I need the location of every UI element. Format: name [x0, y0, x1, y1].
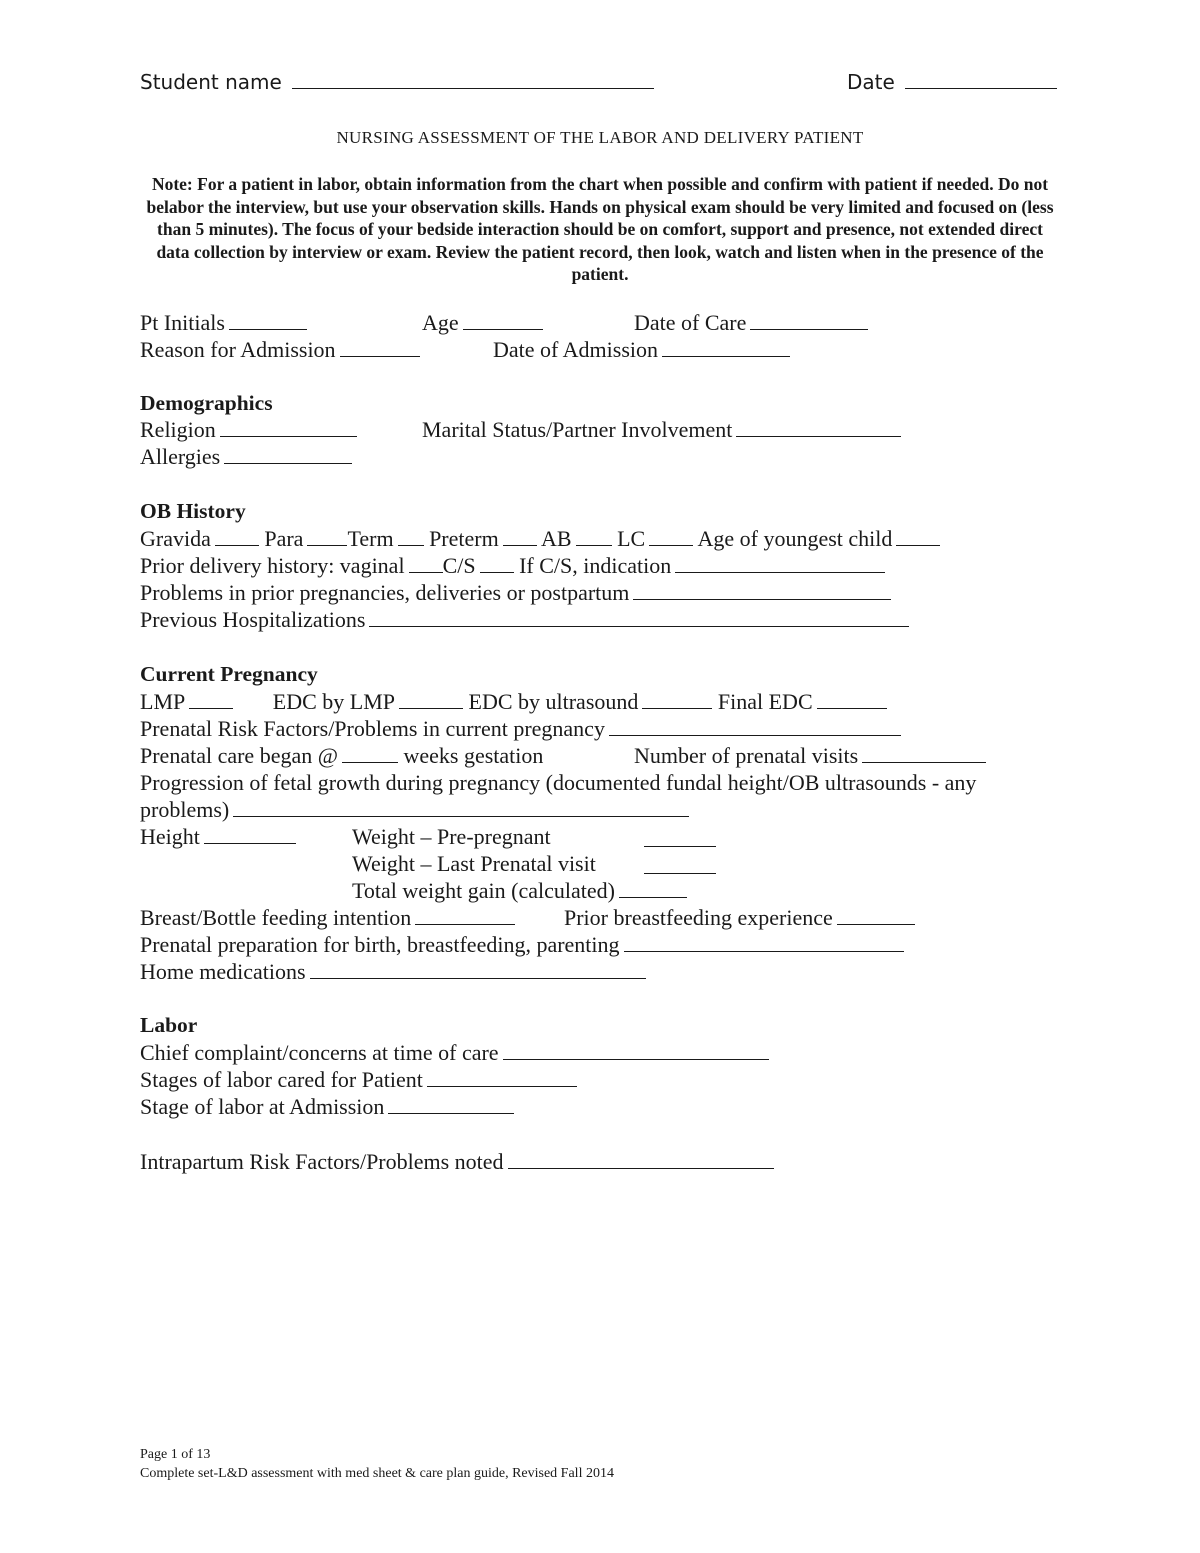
religion-row [140, 416, 357, 443]
total-weight-field[interactable] [619, 878, 687, 898]
age-field[interactable] [463, 310, 543, 330]
weight-pre-field[interactable] [644, 827, 716, 847]
ab-label: AB [541, 526, 572, 551]
para-field[interactable] [307, 526, 347, 546]
document-footer: Complete set-L&D assessment with med sheet & care plan guide, Revised Fall 2014 [140, 1466, 614, 1481]
allergies-label: Allergies [140, 444, 221, 469]
prenatal-care-row [140, 742, 543, 769]
previous-hosp-field[interactable] [369, 607, 909, 627]
stage-admission-field[interactable] [388, 1094, 514, 1114]
fetal-growth-problems-row [140, 796, 689, 823]
lc-label: LC [617, 526, 646, 551]
marital-status-row [422, 416, 901, 443]
prior-breastfeeding-field[interactable] [837, 905, 915, 925]
stages-cared-label: Stages of labor cared for Patient [140, 1067, 423, 1092]
pt-initials-row [140, 309, 307, 336]
intrapartum-risk-label: Intrapartum Risk Factors/Problems noted [140, 1149, 504, 1174]
marital-status-label: Marital Status/Partner Involvement [422, 417, 733, 442]
reason-admission-row [140, 336, 420, 363]
chief-complaint-field[interactable] [503, 1040, 769, 1060]
prior-delivery-row [140, 552, 885, 579]
prenatal-care-label: Prenatal care began @ [140, 743, 338, 768]
fetal-growth-problems-label: problems) [140, 797, 230, 822]
student-name-field[interactable] [292, 71, 654, 89]
cs-indication-label: If C/S, indication [519, 553, 672, 578]
date-of-care-field[interactable] [750, 310, 868, 330]
labor-heading: Labor [140, 1013, 198, 1037]
instruction-note: Note: For a patient in labor, obtain information from the chart when possible and confirm with patient if needed. Do not belabor the interview, but use your observation skills. Hands on physical exam should be very limited and focused on (less than 5 minutes). The focus of your bedside interaction should be on comfort, support and presence, not extended direct data collection by interview or exam. Review the patient record, then look, watch and listen when in the presence of the patient. [146, 174, 1054, 284]
intrapartum-risk-field[interactable] [508, 1149, 774, 1169]
total-weight-row [352, 877, 687, 904]
prior-breastfeeding-label: Prior breastfeeding experience [564, 905, 833, 930]
height-row [140, 823, 296, 850]
marital-status-field[interactable] [736, 417, 901, 437]
intrapartum-risk-row [140, 1148, 774, 1175]
weight-last-field[interactable] [644, 854, 716, 874]
problems-prior-row [140, 579, 891, 606]
previous-hosp-row [140, 606, 909, 633]
gravida-field[interactable] [215, 526, 259, 546]
prenatal-prep-row [140, 931, 904, 958]
stages-cared-row [140, 1066, 577, 1093]
date-row [847, 70, 1057, 94]
risk-factors-row [140, 715, 901, 742]
problems-prior-label: Problems in prior pregnancies, deliveries or postpartum [140, 580, 630, 605]
gravida-label: Gravida [140, 526, 211, 551]
term-field[interactable] [398, 526, 424, 546]
allergies-field[interactable] [224, 444, 352, 464]
chief-complaint-label: Chief complaint/concerns at time of care [140, 1040, 499, 1065]
final-edc-label: Final EDC [717, 689, 813, 714]
num-visits-row [634, 742, 986, 769]
home-meds-row [140, 958, 646, 985]
ob-history-heading: OB History [140, 499, 246, 523]
age-youngest-label: Age of youngest child [697, 526, 893, 551]
date-of-care-row [634, 309, 868, 336]
num-visits-field[interactable] [862, 743, 986, 763]
date-of-care-label: Date of Care [634, 310, 747, 335]
student-name-row [140, 70, 654, 94]
reason-admission-label: Reason for Admission [140, 337, 336, 362]
risk-factors-field[interactable] [609, 716, 901, 736]
age-youngest-field[interactable] [896, 526, 940, 546]
stage-admission-label: Stage of labor at Admission [140, 1094, 385, 1119]
prenatal-care-weeks-field[interactable] [342, 743, 398, 763]
height-field[interactable] [204, 824, 296, 844]
religion-field[interactable] [220, 417, 357, 437]
home-meds-label: Home medications [140, 959, 306, 984]
prenatal-prep-field[interactable] [624, 932, 904, 952]
page-number: Page 1 of 13 [140, 1447, 211, 1462]
religion-label: Religion [140, 417, 216, 442]
demographics-heading: Demographics [140, 391, 273, 415]
cs-label: C/S [442, 553, 476, 578]
edc-lmp-label: EDC by LMP [272, 689, 395, 714]
lmp-edc-row [140, 688, 887, 715]
num-visits-label: Number of prenatal visits [634, 743, 859, 768]
stages-cared-field[interactable] [427, 1067, 577, 1087]
prior-breastfeeding-row [564, 904, 915, 931]
current-pregnancy-heading: Current Pregnancy [140, 662, 318, 686]
weight-last-label: Weight – Last Prenatal visit [352, 851, 596, 876]
date-field[interactable] [905, 71, 1057, 89]
previous-hosp-label: Previous Hospitalizations [140, 607, 366, 632]
cs-indication-field[interactable] [675, 553, 885, 573]
preterm-field[interactable] [503, 526, 537, 546]
lc-field[interactable] [649, 526, 693, 546]
prior-delivery-label: Prior delivery history: vaginal [140, 553, 405, 578]
risk-factors-label: Prenatal Risk Factors/Problems in current pregnancy [140, 716, 605, 741]
reason-admission-field[interactable] [340, 337, 420, 357]
para-label: Para [264, 526, 304, 551]
preterm-label: Preterm [429, 526, 499, 551]
date-admission-field[interactable] [662, 337, 790, 357]
chief-complaint-row [140, 1039, 769, 1066]
edc-us-field[interactable] [642, 689, 712, 709]
fetal-growth-label: Progression of fetal growth during pregnancy (documented fundal height/OB ultrasounds - any [140, 770, 977, 795]
weeks-gestation-label: weeks gestation [403, 743, 544, 768]
total-weight-label: Total weight gain (calculated) [352, 878, 615, 903]
gravida-para-row [140, 525, 940, 552]
prenatal-prep-label: Prenatal preparation for birth, breastfeeding, parenting [140, 932, 620, 957]
lmp-field[interactable] [189, 689, 233, 709]
term-label: Term [347, 526, 394, 551]
height-label: Height [140, 824, 200, 849]
problems-prior-field[interactable] [633, 580, 891, 600]
feeding-intention-label: Breast/Bottle feeding intention [140, 905, 412, 930]
edc-us-label: EDC by ultrasound [468, 689, 639, 714]
edc-lmp-field[interactable] [399, 689, 463, 709]
weight-pre-label: Weight – Pre-pregnant [352, 824, 551, 849]
age-row [422, 309, 543, 336]
date-label: Date [847, 70, 895, 94]
age-label: Age [422, 310, 459, 335]
allergies-row [140, 443, 352, 470]
student-name-label: Student name [140, 70, 282, 94]
home-meds-field[interactable] [310, 959, 646, 979]
lmp-label: LMP [140, 689, 186, 714]
date-admission-row [493, 336, 790, 363]
vaginal-field[interactable] [409, 553, 443, 573]
feeding-intention-row [140, 904, 515, 931]
pt-initials-field[interactable] [229, 310, 307, 330]
final-edc-field[interactable] [817, 689, 887, 709]
pt-initials-label: Pt Initials [140, 310, 225, 335]
cs-field[interactable] [480, 553, 514, 573]
ab-field[interactable] [576, 526, 612, 546]
stage-admission-row [140, 1093, 514, 1120]
feeding-intention-field[interactable] [415, 905, 515, 925]
date-admission-label: Date of Admission [493, 337, 658, 362]
document-title: NURSING ASSESSMENT OF THE LABOR AND DELIVERY PATIENT [336, 128, 864, 147]
fetal-growth-field[interactable] [233, 797, 689, 817]
